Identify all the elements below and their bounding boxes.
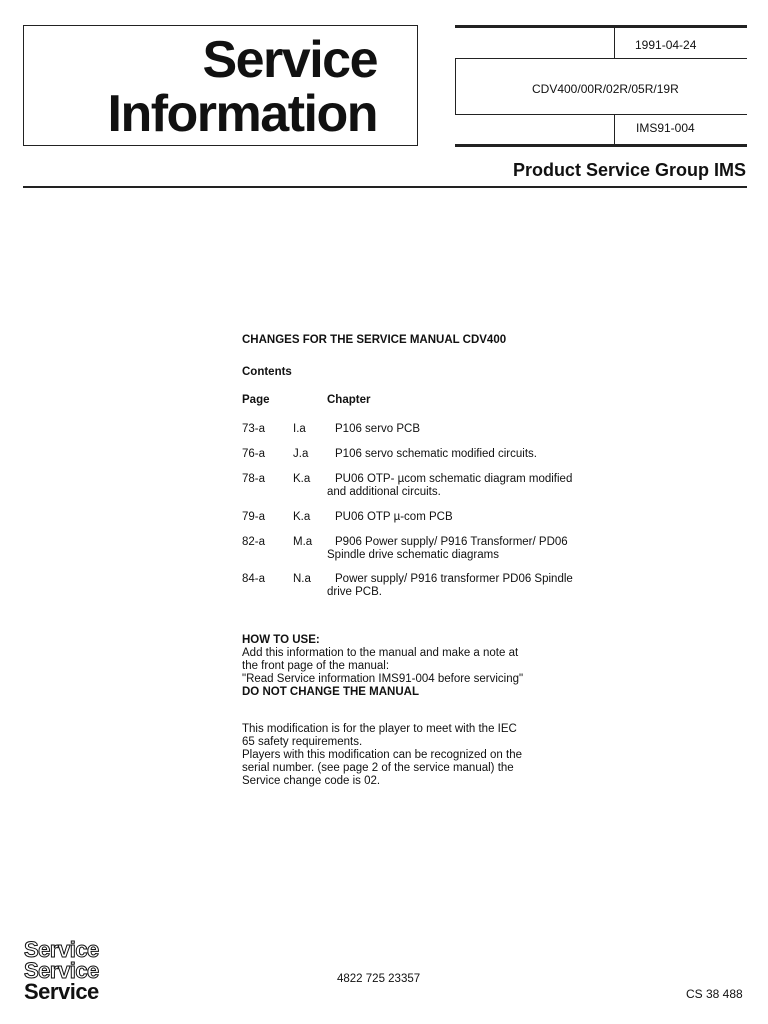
- product-service-group: Product Service Group IMS: [512, 160, 746, 180]
- header-rule-top: [455, 25, 747, 28]
- row-code: I.a: [293, 423, 306, 435]
- row-code: M.a: [293, 536, 313, 548]
- header-separator: [23, 186, 747, 188]
- row-chapter-line1: P906 Power supply/ P916 Transformer/ PD06: [335, 536, 568, 548]
- row-code: K.a: [293, 473, 311, 485]
- how-to-use-line: Add this information to the manual and make a note at: [242, 647, 519, 659]
- row-chapter: [327, 511, 620, 524]
- row-page: 82-a: [242, 536, 266, 548]
- row-page: 73-a: [242, 423, 266, 435]
- row-code: N.a: [293, 573, 311, 585]
- modification-line: Service change code is 02.: [242, 775, 381, 787]
- row-page: 78-a: [242, 473, 266, 485]
- logo-line-outline-1: Service: [24, 937, 99, 962]
- header-date: 1991-04-24: [635, 38, 697, 52]
- table-row: [242, 473, 620, 503]
- row-page: 76-a: [242, 448, 266, 460]
- modification-line: Players with this modification can be recognized on the: [242, 749, 522, 761]
- how-to-use-line: "Read Service information IMS91-004 before servicing": [242, 673, 524, 685]
- logo-line-outline-2: Service: [24, 958, 99, 983]
- row-code: K.a: [293, 511, 311, 523]
- table-row: [242, 536, 620, 566]
- header-doc-number: IMS91-004: [636, 121, 695, 135]
- modification-line: serial number. (see page 2 of the service manual) the: [242, 762, 514, 774]
- modification-section: [242, 723, 577, 788]
- how-to-use-section: [242, 634, 572, 699]
- row-chapter-line1: Power supply/ P916 transformer PD06 Spindle: [335, 573, 573, 585]
- row-chapter-line1: P106 servo PCB: [335, 423, 421, 435]
- contents-label: Contents: [242, 366, 292, 378]
- row-chapter: [327, 536, 620, 562]
- header-rule-bottom: [455, 144, 747, 147]
- header-divider-left: [455, 58, 456, 114]
- how-to-use-title: HOW TO USE:: [242, 634, 320, 646]
- cs-code: CS 38 488: [686, 987, 743, 1001]
- table-row: [242, 448, 620, 474]
- row-chapter: [327, 573, 620, 599]
- header-rule-date: [455, 58, 747, 59]
- row-page: 79-a: [242, 511, 266, 523]
- row-page: 84-a: [242, 573, 266, 585]
- title-information: Information: [107, 85, 377, 143]
- title-service: Service: [202, 31, 377, 89]
- row-chapter: [327, 473, 620, 499]
- header-divider-date: [614, 28, 615, 58]
- column-header-chapter: Chapter: [327, 394, 371, 406]
- row-chapter-line2: Spindle drive schematic diagrams: [327, 549, 499, 561]
- table-row: [242, 511, 620, 537]
- header-divider-doc: [614, 114, 615, 144]
- row-chapter-line1: P106 servo schematic modified circuits.: [335, 448, 537, 460]
- how-to-use-line: the front page of the manual:: [242, 660, 390, 672]
- row-chapter-line1: PU06 OTP µ-com PCB: [335, 511, 453, 523]
- modification-line: 65 safety requirements.: [242, 736, 363, 748]
- header-model: CDV400/00R/02R/05R/19R: [532, 82, 679, 96]
- logo-line-solid: Service: [24, 979, 99, 1004]
- row-chapter: [327, 448, 620, 461]
- modification-line: This modification is for the player to meet with the IEC: [242, 723, 517, 735]
- do-not-change-warning: DO NOT CHANGE THE MANUAL: [242, 686, 419, 698]
- column-header-page: Page: [242, 394, 270, 406]
- title-box: [23, 25, 418, 146]
- row-chapter-line2: drive PCB.: [327, 586, 382, 598]
- row-chapter: [327, 423, 620, 436]
- row-chapter-line2: and additional circuits.: [327, 486, 441, 498]
- row-chapter-line1: PU06 OTP- µcom schematic diagram modified: [335, 473, 573, 485]
- header-rule-model: [455, 114, 747, 115]
- part-number: 4822 725 23357: [337, 973, 421, 985]
- row-code: J.a: [293, 448, 309, 460]
- table-row: [242, 573, 620, 603]
- changes-heading: CHANGES FOR THE SERVICE MANUAL CDV400: [242, 334, 507, 346]
- service-logo: [24, 937, 99, 1004]
- table-row: [242, 423, 620, 449]
